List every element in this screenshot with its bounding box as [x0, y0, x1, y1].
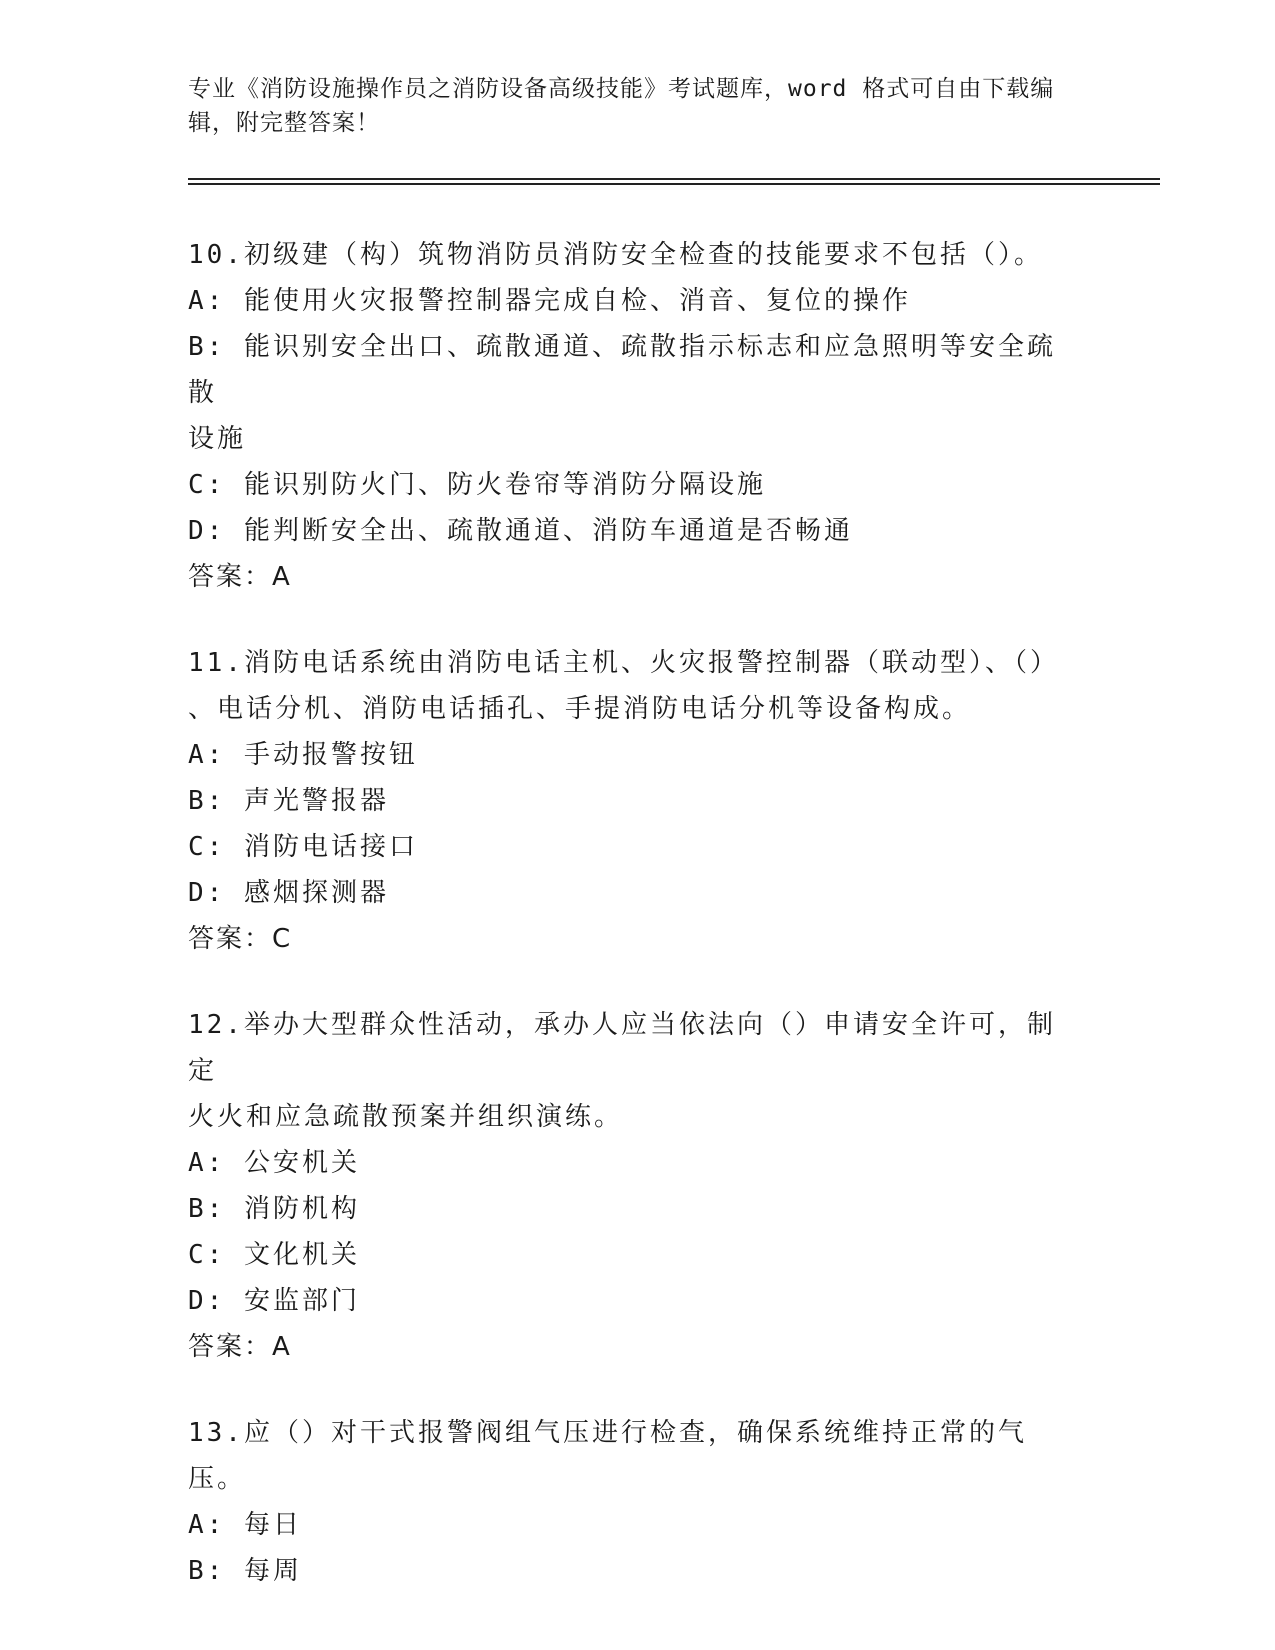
question-stem: 13.应（）对干式报警阀组气压进行检查，确保系统维持正常的气压。	[188, 1418, 1027, 1494]
question-stem: 10.初级建（构）筑物消防员消防安全检查的技能要求不包括（）。	[188, 240, 1043, 270]
option-c: C: 文化机关	[188, 1240, 360, 1270]
option-b: B: 能识别安全出口、疏散通道、疏散指示标志和应急照明等安全疏散	[188, 332, 1056, 408]
option-b: B: 声光警报器	[188, 786, 389, 816]
question-list	[188, 232, 1078, 1634]
option-d: D: 感烟探测器	[188, 878, 389, 908]
header-rule-top	[188, 178, 1160, 180]
option-b-continued: 设施	[188, 424, 247, 454]
option-b: B: 每周	[188, 1556, 302, 1586]
header-rule-bottom	[188, 183, 1160, 185]
question-11	[188, 640, 1078, 962]
question-12	[188, 1002, 1078, 1370]
option-a: A: 公安机关	[188, 1148, 360, 1178]
answer: 答案：C	[188, 924, 293, 954]
option-a: A: 手动报警按钮	[188, 740, 418, 770]
header-line-1: 专业《消防设施操作员之消防设备高级技能》考试题库，word 格式可自由下载编	[188, 76, 1055, 102]
question-stem-continued: 火火和应急疏散预案并组织演练。	[188, 1102, 624, 1132]
option-a: A: 能使用火灾报警控制器完成自检、消音、复位的操作	[188, 286, 911, 316]
option-c: C: 消防电话接口	[188, 832, 418, 862]
document-header	[188, 72, 1068, 140]
question-stem: 12.举办大型群众性活动，承办人应当依法向（）申请安全许可，制定	[188, 1010, 1056, 1086]
header-line-2: 辑，附完整答案！	[188, 110, 380, 136]
question-stem-continued: 、电话分机、消防电话插孔、手提消防电话分机等设备构成。	[188, 694, 972, 724]
option-d: D: 安监部门	[188, 1286, 360, 1316]
answer: 答案：A	[188, 1332, 292, 1362]
answer: 答案：A	[188, 562, 292, 592]
option-b: B: 消防机构	[188, 1194, 360, 1224]
option-c: C: 能识别防火门、防火卷帘等消防分隔设施	[188, 470, 766, 500]
question-stem: 11.消防电话系统由消防电话主机、火灾报警控制器（联动型）、（）	[188, 648, 1059, 678]
question-13	[188, 1410, 1078, 1594]
option-d: D: 能判断安全出、疏散通道、消防车通道是否畅通	[188, 516, 853, 546]
question-10	[188, 232, 1078, 600]
option-a: A: 每日	[188, 1510, 302, 1540]
